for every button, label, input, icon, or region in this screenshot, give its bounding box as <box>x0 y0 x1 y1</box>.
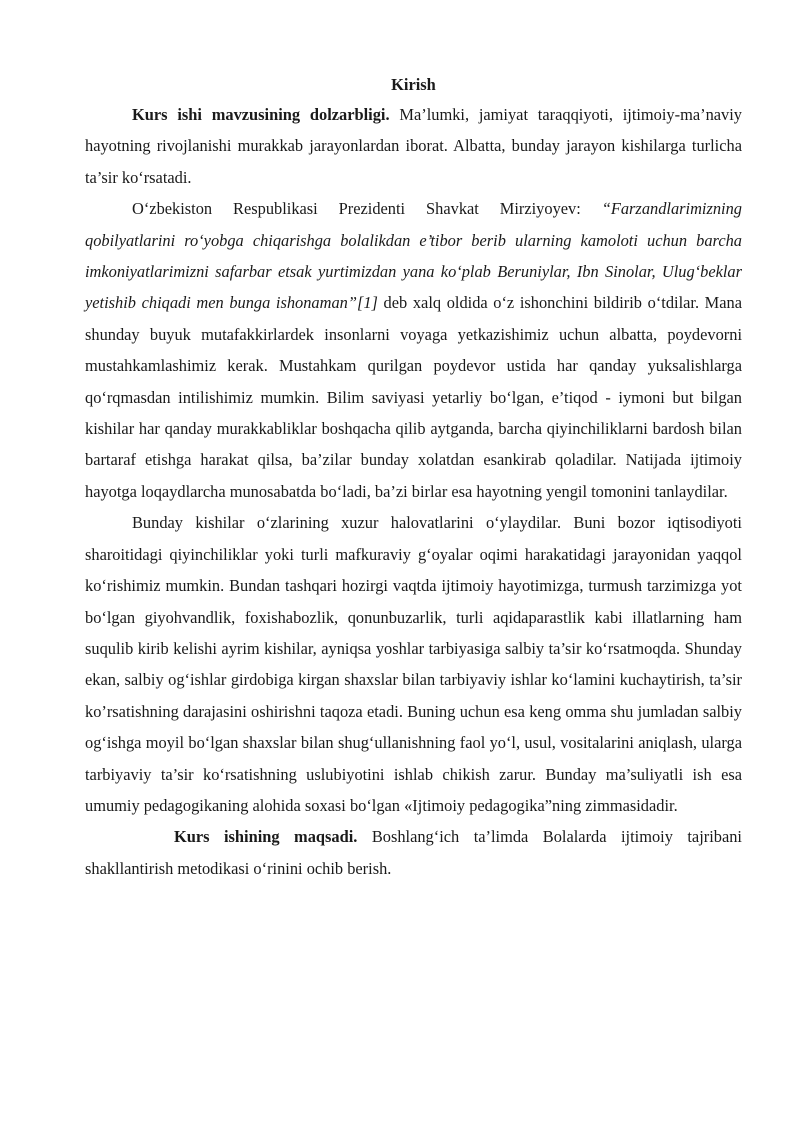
paragraph-social-issues <box>85 507 742 821</box>
paragraph-text: Bunday kishilar o‘zlarining xuzur halovatlarini o‘ylaydilar. Buni bozor iqtisodiyoti sharoitidagi qiyinchiliklar yoki turli mafkuraviy g‘oyalar oqimi harakatidagi jarayonidan yaqqol ko‘rishimiz mumkin. Bundan tashqari hozirgi vaqtda ijtimoiy hayotimizga, turmush tarzimizga yot bo‘lgan giyohvandlik, foxishabozlik, qonunbuzarlik, turli aqidaparastlik kabi illatlarning ham suqulib kirib kelishi ayrim kishilar, ayniqsa yoshlar tarbiyasiga salbiy ta’sir ko‘rsatmoqda. Shunday ekan, salbiy og‘ishlar girdobiga kirgan shaxslar bilan tarbiyaviy ishlar ko‘lamini kuchaytirish, ta’sir ko’rsatishning darajasini oshirishni taqoza etadi. Buning uchun esa keng omma shu jumladan salbiy og‘ishga moyil bo‘lgan shaxslar bilan shug‘ullanishning faol yo‘l, usul, vositalarini aniqlash, ularga tarbiyaviy ta’sir ko‘rsatishning uslubiyotini ishlab chikish zarur. Bunday ma’suliyatli ish esa umumiy pedagogikaning alohida soxasi bo‘lgan «Ijtimoiy pedagogika”ning zimmasidadir. <box>85 513 742 815</box>
paragraph-goal <box>85 821 742 884</box>
paragraph-text: deb xalq oldida o‘z ishonchini bildirib o‘tdilar. Mana shunday buyuk mutafakkirlardek insonlarni voyaga yetkazishimiz uchun albatta, poydevorni mustahkamlashimiz kerak. Mustahkam qurilgan poydevor ustida har qanday yuksalishlarga qo‘rqmasdan intilishimiz mumkin. Bilim saviyasi yetarliy bo‘lgan, e’tiqod - iymoni but bilgan kishilar har qanday murakkabliklar boshqacha qilib aytganda, barcha qiyinchiliklarni bardosh bilan bartaraf etishga harakat qilsa, ba’zilar bunday xolatdan esankirab qoladilar. Natijada ijtimoiy hayotga loqaydlarcha munosabatda bo‘ladi, ba’zi birlar esa hayotning yengil tomonini tanlaydilar. <box>85 293 743 501</box>
paragraph-relevance <box>85 99 742 193</box>
paragraph-intro: O‘zbekiston Respublikasi Prezidenti Shavkat Mirziyoyev: <box>132 199 602 219</box>
page-title: Kirish <box>391 75 436 94</box>
paragraph-lead: Kurs ishi mavzusining dolzarbligi. <box>132 105 390 124</box>
paragraph-quote <box>85 193 742 507</box>
paragraph-text: Boshlang‘ich ta’limda Bolalarda ijtimoiy tajribani shakllantirish metodikasi o‘rinini ochib berish. <box>85 827 742 878</box>
president-quote: “Farzandlarimizning qobilyatlarini ro‘yobga chiqarishga bolalikdan e’tibor berib ularning kamoloti uchun barcha imkoniyatlarimizni safarbar etsak yurtimizdan yana ko‘plab Beruniylar, Ibn Sinolar, Ulug‘beklar yetishib chiqadi men bunga ishonaman”[1] <box>85 199 742 313</box>
paragraph-lead: Kurs ishining maqsadi. <box>174 827 358 847</box>
paragraph-text: Ma’lumki, jamiyat taraqqiyoti, ijtimoiy-ma’naviy hayotning rivojlanishi murakkab jarayonlardan iborat. Albatta, bunday jarayon kishilarga turlicha ta’sir ko‘rsatadi. <box>85 105 742 187</box>
